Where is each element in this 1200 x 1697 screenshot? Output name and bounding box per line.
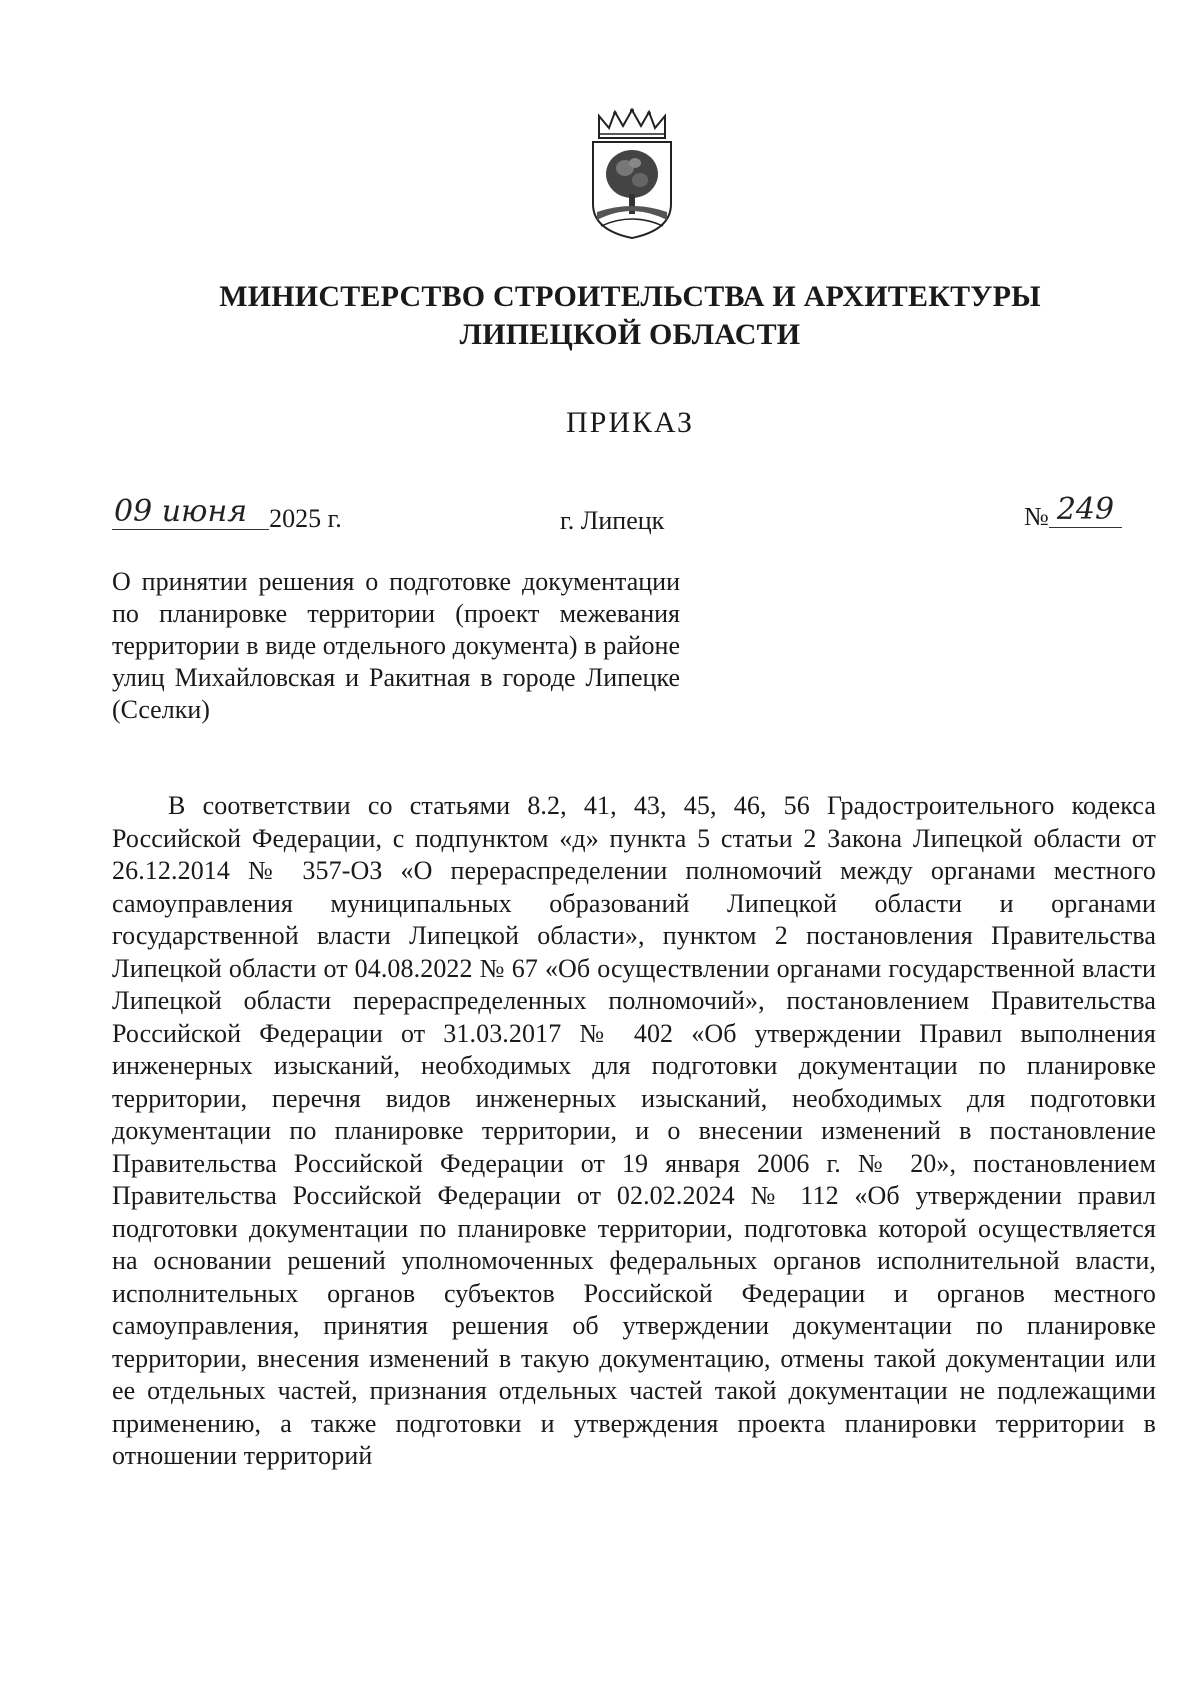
handwritten-number: 249 [1049,492,1122,528]
number-sign: № [1024,502,1049,531]
order-subject: О принятии решения о подготовке документации по планировке территории (проект межевания территории в виде отдельного документа) в районе улиц Михайловская и Ракитная в городе Липецке (Сселки) [112,567,680,724]
body-paragraph: В соответствии со статьями 8.2, 41, 43, 45, 46, 56 Градостроительного кодекса Российской Федерации, с подпунктом «д» пункта 5 статьи 2 Закона Липецкой области от 26.12.2014 № 357-ОЗ «О перераспределении полномочий между органами местного самоуправления муниципальных образований Липецкой области и органами государственной власти Липецкой области», пунктом 2 постановления Правительства Липецкой области от 04.08.2022 № 67 «Об осуществлении органами государственной власти Липецкой области перераспределенных полномочий», постановлением Правительства Российской Федерации от 31.03.2017 № 402 «Об утверждении Правил выполнения инженерных изысканий, необходимых для подготовки документации по планировке территории, перечня видов инженерных изысканий, необходимых для подготовки документации по планировке территории, и о внесении изменений в постановление Правительства Российской Федерации от 19 января 2006 г. № 20», постановлением Правительства Российской Федерации от 02.02.2024 № 112 «Об утверждении правил подготовки документации по планировке территории, подготовка которой осуществляется на основании решений уполномоченных федеральных органов исполнительной власти, исполнительных органов субъектов Российской Федерации и органов местного самоуправления, принятия решения об утверждении документации по планировке территории, внесения изменений в такую документацию, отмены такой документации или ее отдельных частей, признания отдельных частей такой документации не подлежащими применению, а также подготовки и утверждения проекта планировки территории в отношении территорий [112,791,1156,1470]
ministry-name [150,278,1110,354]
order-year: 2025 г. [269,504,342,533]
order-number [1024,492,1122,534]
coat-of-arms-icon [585,108,679,240]
handwritten-date: 09 июня [112,494,269,530]
order-city: г. Липецк [560,506,665,535]
document-type: ПРИКАЗ [566,406,694,439]
ministry-line-1: МИНИСТЕРСТВО СТРОИТЕЛЬСТВА И АРХИТЕКТУРЫ [219,280,1041,313]
ministry-line-2: ЛИПЕЦКОЙ ОБЛАСТИ [459,318,801,351]
order-date [112,494,342,536]
